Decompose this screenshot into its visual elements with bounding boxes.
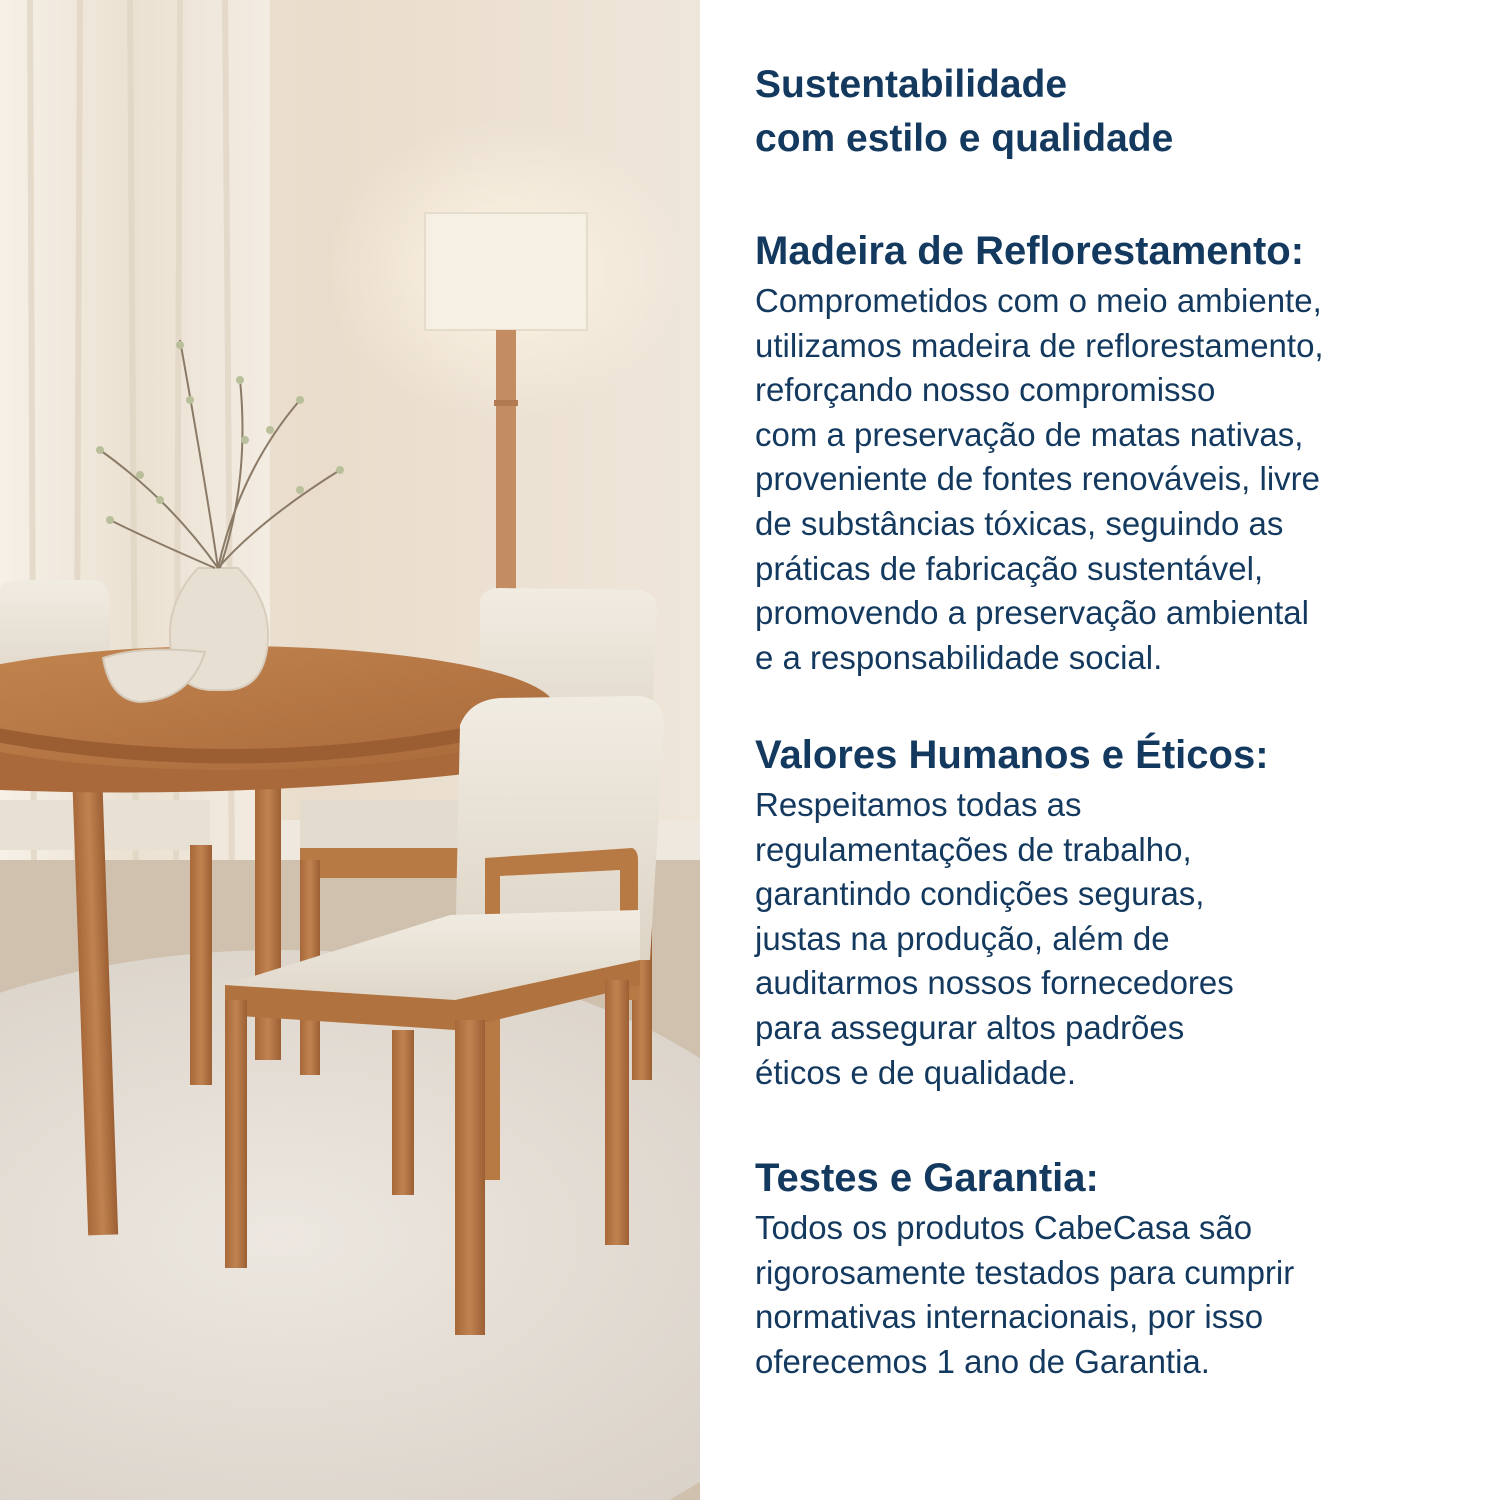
- body-line: para assegurar altos padrões: [755, 1008, 1185, 1046]
- dining-room-photo: [0, 0, 700, 1500]
- section-tests-warranty: [755, 1153, 1475, 1384]
- body-line: promovendo a preservação ambiental: [755, 594, 1309, 632]
- body-line: regulamentações de trabalho,: [755, 830, 1192, 868]
- body-line: oferecemos 1 ano de Garantia.: [755, 1342, 1210, 1380]
- body-line: Respeitamos todas as: [755, 786, 1082, 823]
- section-title: Testes e Garantia:: [755, 1156, 1099, 1200]
- body-line: garantindo condições seguras,: [755, 875, 1205, 913]
- headline: [755, 58, 1475, 166]
- body-line: Todos os produtos CabeCasa são: [755, 1209, 1253, 1246]
- body-line: práticas de fabricação sustentável,: [755, 549, 1264, 587]
- body-line: justas na produção, além de: [755, 919, 1170, 957]
- section-title: Valores Humanos e Éticos:: [755, 733, 1269, 777]
- body-line: proveniente de fontes renováveis, livre: [755, 460, 1320, 498]
- text-panel: [755, 58, 1475, 1380]
- body-line: reforçando nosso compromisso: [755, 371, 1216, 409]
- body-line: rigorosamente testados para cumprir: [755, 1253, 1295, 1291]
- section-title: Madeira de Reflorestamento:: [755, 229, 1305, 273]
- section-reforestation: [755, 226, 1475, 680]
- body-line: normativas internacionais, por isso: [755, 1298, 1264, 1336]
- body-line: com a preservação de matas nativas,: [755, 415, 1304, 453]
- headline-line: Sustentabilidade: [755, 63, 1068, 106]
- body-line: de substâncias tóxicas, seguindo as: [755, 504, 1284, 542]
- body-line: auditarmos nossos fornecedores: [755, 964, 1234, 1002]
- body-line: utilizamos madeira de reflorestamento,: [755, 326, 1324, 364]
- section-human-values: [755, 730, 1475, 1095]
- body-line: Comprometidos com o meio ambiente,: [755, 282, 1322, 319]
- headline-line: com estilo e qualidade: [755, 117, 1174, 160]
- body-line: éticos e de qualidade.: [755, 1053, 1077, 1091]
- body-line: e a responsabilidade social.: [755, 638, 1163, 676]
